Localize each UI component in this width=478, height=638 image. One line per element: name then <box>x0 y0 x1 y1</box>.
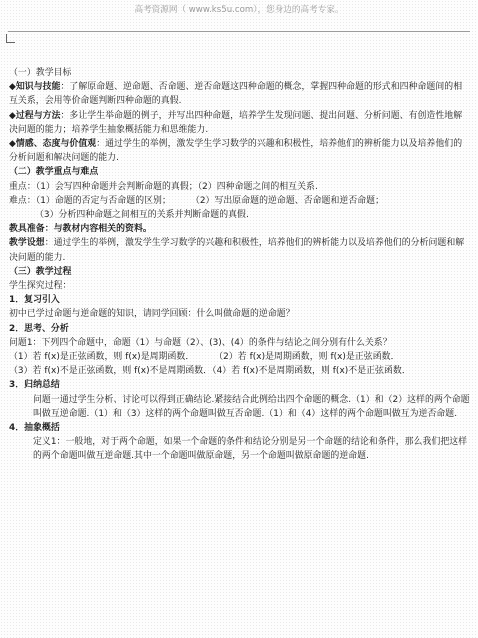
case-1-2 <box>9 350 470 364</box>
definition-1: 定义1：一般地，对于两个命题，如果一个命题的条件和结论分别是另一个命题的结论和条件，那么我们把这样的两个命题叫做互逆命题.其中一个命题叫做原命题，另一个命题叫做原命题的逆命题. <box>33 437 468 462</box>
goal-knowledge-text: ：了解原命题、逆命题、否命题、逆否命题这四种命题的概念，掌握四种命题的形式和四种命题间的相互关系，会用等价命题判断四种命题的真假. <box>9 82 463 107</box>
process-intro: 学生探究过程： <box>9 280 72 291</box>
goal-knowledge <box>9 80 470 108</box>
goal-emotion-label: ◆情感、态度与价值观 <box>9 139 97 149</box>
goal-process <box>9 109 470 137</box>
section-title-goals: （一）教学目标 <box>9 68 72 78</box>
step-1-text: 初中已学过命题与逆命题的知识，请同学回顾：什么叫做命题的逆命题？ <box>9 309 295 320</box>
teaching-idea-text: ：通过学生的举例，激发学生学习数学的兴趣和积极性，培养他们的辨析能力以及培养他们的分析问题和解决问题的能力. <box>9 238 465 263</box>
goal-knowledge-label: ◆知识与技能 <box>9 82 61 93</box>
case-3: （3）若 f(x)不是正弦函数，则 f(x)不是周期函数． <box>9 366 213 377</box>
difficulty-1: 难点：（1）命题的否定与否命题的区别； <box>9 195 171 206</box>
header-divider <box>8 31 470 32</box>
goal-emotion <box>9 137 470 165</box>
case-4: （4）若 f(x)不是周期函数，则 f(x)不是正弦函数． <box>212 366 411 377</box>
teaching-idea <box>9 236 470 264</box>
teaching-aids: 教具准备：与教材内容相关的资料。 <box>9 224 152 235</box>
difficulties <box>9 194 470 208</box>
text-boundary-mark <box>6 34 15 43</box>
goal-process-label: ◆过程与方法 <box>9 110 61 121</box>
summary: 问题一通过学生分析、讨论可以得到正确结论.紧接结合此例给出四个命题的概念.（1）和（2）这样的两个命题叫做互逆命题.（1）和（3）这样的两个命题叫做互否命题.（1）和（4）这样的两个命题叫做互为逆否命题. <box>33 394 470 419</box>
question-1: 问题1：下列四个命题中，命题（1）与命题（2）、(3)、(4）的条件与结论之间分别有什么关系？ <box>9 337 392 348</box>
difficulty-2: （2）写出原命题的逆命题、否命题和逆否命题； <box>190 195 385 206</box>
case-1: （1）若 f(x)是正弦函数，则 f(x)是周期函数． <box>9 351 195 362</box>
step-4-title: 4．抽象概括 <box>9 422 60 433</box>
difficulty-3: （3）分析四种命题之间相互的关系并判断命题的真假. <box>35 209 249 220</box>
header-title: 高考资源网（ www.ks5u.com），您身边的高考专家。 <box>134 5 344 15</box>
document-body <box>9 66 470 464</box>
section-title-keypoints: （二）教学重点与难点 <box>9 167 99 178</box>
goal-process-text: ：多让学生举命题的例子，并写出四种命题，培养学生发现问题、提出问题、分析问题、有创造性地解决问题的能力；培养学生抽象概括能力和思维能力. <box>9 110 463 135</box>
key-points: 重点：（1）会写四种命题并会判断命题的真假；（2）四种命题之间的相互关系. <box>9 181 318 192</box>
goal-emotion-text: ：通过学生的举例，激发学生学习数学的兴趣和积极性，培养他们的辨析能力以及培养他们的分析问题和解决问题的能力. <box>9 139 463 164</box>
step-1-title: 1．复习引入 <box>9 295 60 306</box>
teaching-idea-label: 教学设想 <box>9 238 45 249</box>
section-title-process: （三）教学过程 <box>9 266 72 277</box>
case-2: （2）若 f(x)是周期函数，则 f(x)是正弦函数． <box>214 351 400 362</box>
case-3-4 <box>9 364 470 378</box>
step-2-title: 2．思考、分析 <box>9 323 69 334</box>
step-3-title: 3．归纳总结 <box>9 380 60 391</box>
page-header <box>0 0 478 30</box>
